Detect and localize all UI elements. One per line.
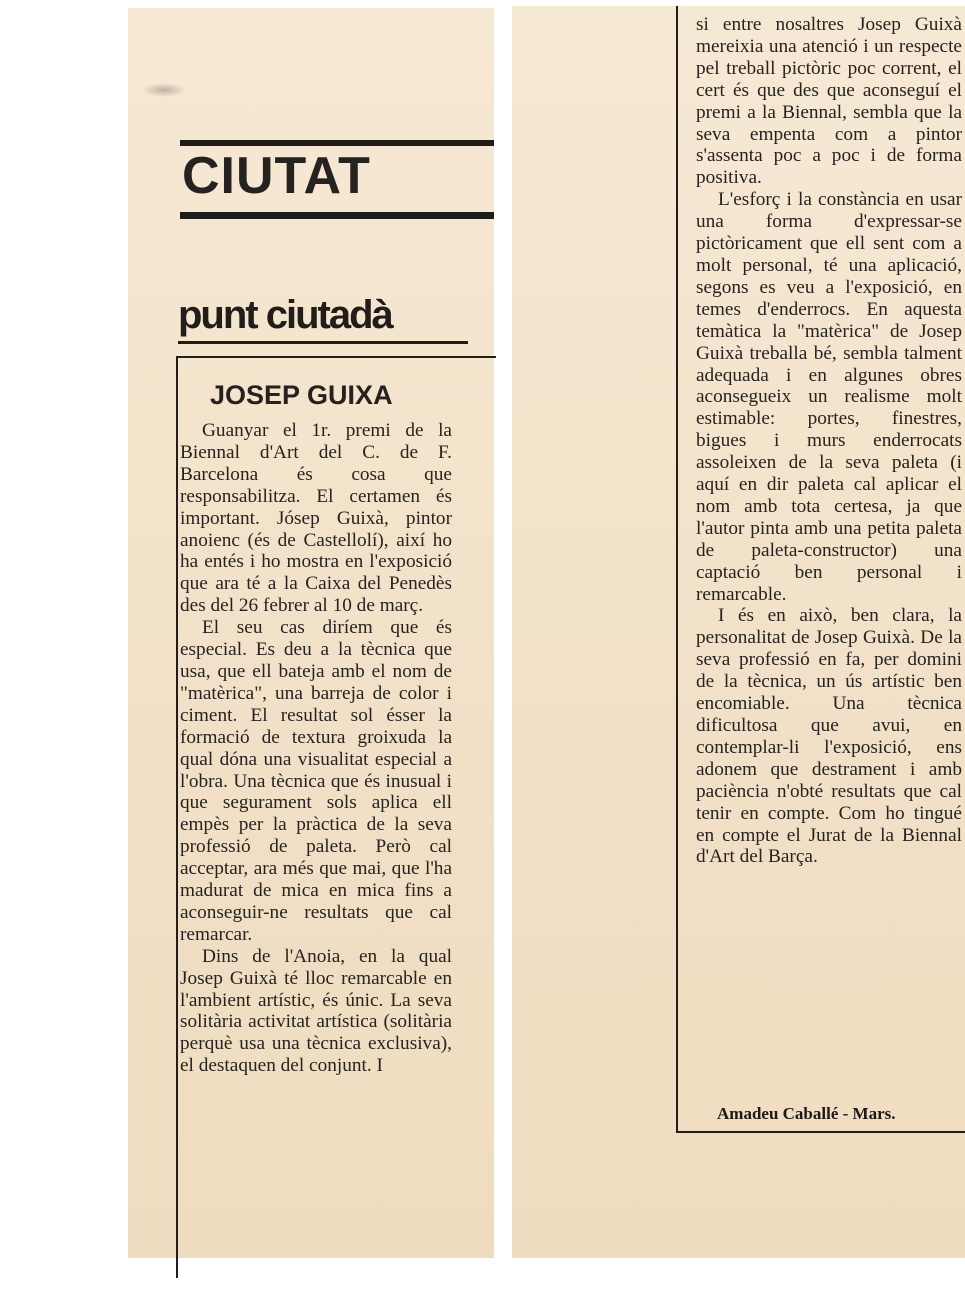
paragraph: Guanyar el 1r. premi de la Biennal d'Art del C. de F. Barcelona és cosa que responsabilitza. El certamen és important. Jósep Guixà, pintor anoienc (és de Castellolí), així ho ha entés i ho mostra en l'exposició que ara té a la Caixa del Penedès des del 26 febrer al 10 de març. [180,420,452,617]
newspaper-clipping-right [512,6,965,1258]
article-body-right [696,14,962,868]
column-title: punt ciutadà [178,293,392,337]
paragraph: I és en això, ben clara, la personalitat de Josep Guixà. De la seva professió en fa, per domini de la tècnica, un ús artístic ben encomiable. Una tècnica dificultosa que avui, en contemplar-li l'exposició, ens adonem que destrament i amb paciència n'obté resultats que cal tenir en compte. Com ho tingué en compte el Jurat de la Biennal d'Art del Barça. [696,605,962,868]
article-headline: JOSEP GUIXA [210,380,393,410]
paragraph: si entre nosaltres Josep Guixà mereixia una atenció i un respecte pel treball pictòric poc corrent, el cert és que des que aconseguí el premi a la Biennal, sembla que la seva empenta com a pintor s'assenta poc a poc i de forma positiva. [696,14,962,189]
article-body-left [180,420,452,1077]
paragraph: El seu cas diríem que és especial. Es deu a la tècnica que usa, que ell bateja amb el nom de "matèrica", una barreja de color i ciment. El resultat sol ésser la formació de textura groixuda la qual dóna una visualitat especial a l'obra. Una tècnica que és inusual i que segurament sols aplica ell empès per la pràctica de la seva professió de paleta. Però cal acceptar, ara més que mai, que l'ha madurat de mica en mica fins a aconseguir-ne resultats que cal remarcar. [180,617,452,945]
paragraph: Dins de l'Anoia, en la qual Josep Guixà té lloc remarcable en l'ambient artístic, és únic. La seva solitària activitat artística (solitària perquè usa una tècnica exclusiva), el destaquen del conjunt. I [180,945,452,1077]
article-byline: Amadeu Caballé - Mars. [717,1104,896,1123]
ink-smudge [142,83,186,97]
column-title-underline [178,341,468,344]
section-title: CIUTAT [182,147,371,205]
section-rule-bottom [180,212,494,219]
paragraph: L'esforç i la constància en usar una forma d'expressar-se pictòricament que ell sent com a molt personal, té una aplicació, segons es veu a l'exposició, en temes d'enderrocs. En aquesta temàtica la "matèrica" de Josep Guixà treballa bé, sembla talment adequada i en algunes obres aconsegueix un realisme molt estimable: portes, finestres, bigues i murs enderrocats assoleixen de la seva paleta (i aquí en dir paleta cal aplicar el nom amb tota certesa, ja que l'autor pinta amb una petita paleta de paleta-constructor) una captació ben personal i remarcable. [696,189,962,605]
newspaper-clipping-left [128,8,494,1258]
